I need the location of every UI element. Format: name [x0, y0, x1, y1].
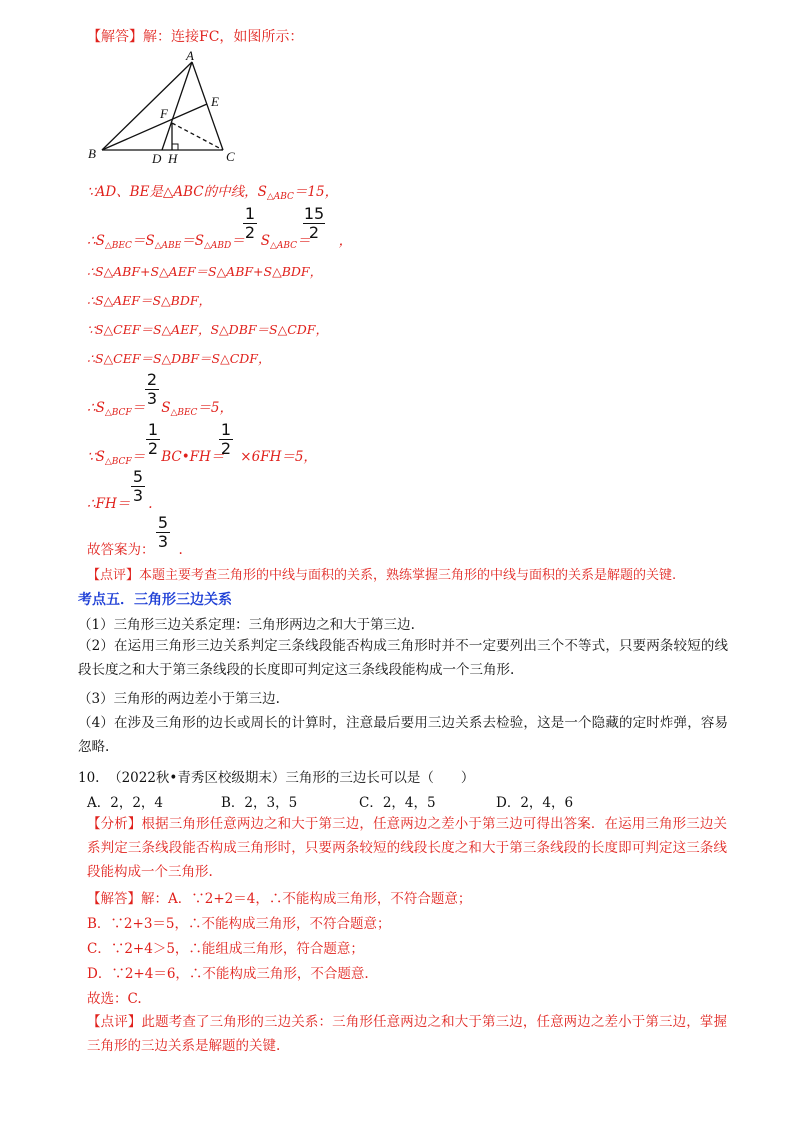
label-h: H: [168, 151, 178, 166]
fraction-one-half: 1 2: [244, 204, 256, 242]
label-c: C: [226, 149, 235, 164]
comment-2: 【点评】此题考查了三角形的三边关系：三角形任意两边之和大于第三边，任意两边之差小于第三边，掌握三角形的三边关系是解题的关键.: [87, 1014, 727, 1054]
solution-header: [87, 26, 303, 46]
label-d: D: [152, 151, 162, 166]
solution-c: C．∵2+4＞5，∴能组成三角形，符合题意；: [87, 941, 364, 957]
section-point-2: （2）在运用三角形三边关系判定三条线段能否构成三角形时并不一定要列出三个不等式，只要两条较短的线段长度之和大于第三条线段的长度即可判定这三条线段能构成一个三角形.: [78, 638, 728, 678]
section-heading: 考点五．三角形三边关系: [78, 592, 232, 608]
side-ab: [102, 62, 192, 150]
solution-tag: 【解答】: [87, 29, 143, 45]
label-a: A: [186, 50, 194, 63]
median-be: [102, 104, 207, 150]
option-d: D．2，4，6: [496, 795, 574, 811]
label-f: F: [160, 106, 168, 121]
analysis: 【分析】根据三角形任意两边之和大于第三边，任意两边之差小于第三边可得出答案．在运用三角形三边关系判定三条线段能否构成三角形时，只要两条较短的线段长度之和大于第三条线段的长度即可判定这三条线段能构成一个三角形.: [87, 816, 727, 880]
fraction-two-thirds: 2 3: [146, 370, 158, 408]
solution-choice: 故选：C.: [87, 991, 142, 1007]
step-2: $\therefore S_{\triangle BEC}=S_{\triangle ABE}=S_{\triangle ABD}= S_{\triangle ABC}=$ ，: [87, 233, 353, 251]
section-point-4: （4）在涉及三角形的边长或周长的计算时，注意最后要用三边关系去检验，这是一个隐藏的定时炸弹，容易忽略.: [78, 715, 728, 755]
fraction-five-thirds-b: 5 3: [157, 513, 169, 551]
fraction-half-a: 1 2: [147, 420, 159, 458]
option-a: A．2，2，4: [87, 795, 164, 811]
step-7: $\therefore S_{\triangle BCF}= S_{\triangle BEC}=5$，: [87, 400, 234, 418]
solution-intro: 解：连接FC，如图所示：: [143, 29, 304, 45]
question-10: [78, 766, 474, 786]
section-point-3: （3）三角形的两边差小于第三边.: [78, 691, 280, 707]
answer-line: 故答案为： .: [87, 542, 183, 558]
comment-1: 【点评】本题主要考查三角形的中线与面积的关系，熟练掌握三角形的中线与面积的关系是解题的关键.: [87, 568, 677, 583]
fraction-half-b: 1 2: [220, 420, 232, 458]
step-5: ∵S△CEF＝S△AEF，S△DBF＝S△CDF，: [87, 322, 328, 337]
fraction-five-thirds-a: 5 3: [132, 467, 144, 505]
step-6: ∴S△CEF＝S△DBF＝S△CDF，: [87, 351, 271, 366]
step-4: ∴S△AEF＝S△BDF，: [87, 293, 212, 308]
triangle-diagram: [80, 50, 250, 168]
solution-b: B．∵2+3＝5，∴不能构成三角形，不符合题意；: [87, 916, 391, 932]
right-angle-mark: [172, 144, 178, 150]
fraction-fifteen-halves: 15 2: [303, 204, 325, 242]
step-1: ∵AD、BE是△ABC的中线，$S_{\triangle ABC}=15$，: [87, 184, 339, 202]
solution-a: 【解答】解：A．∵2+2＝4，∴不能构成三角形，不符合题意；: [87, 891, 472, 907]
label-b: B: [88, 146, 96, 161]
step-8: $\because S_{\triangle BCF}=$ BC•FH＝ ×6FH＝5，: [87, 449, 317, 467]
solution-d: D．∵2+4＝6，∴不能构成三角形，不合题意.: [87, 966, 369, 982]
question-number: 10.: [78, 770, 100, 786]
step-3: ∴S△ABF+S△AEF＝S△ABF+S△BDF，: [87, 264, 323, 279]
section-point-1: （1）三角形三边关系定理：三角形两边之和大于第三边.: [78, 617, 415, 633]
option-c: C．2，4，5: [359, 795, 436, 811]
label-e: E: [211, 94, 219, 109]
question-stem: （2022秋•青秀区校级期末）三角形的三边长可以是（ ）: [108, 770, 475, 786]
option-b: B．2，3，5: [221, 795, 298, 811]
step-9: ∴FH＝ .: [87, 496, 153, 512]
